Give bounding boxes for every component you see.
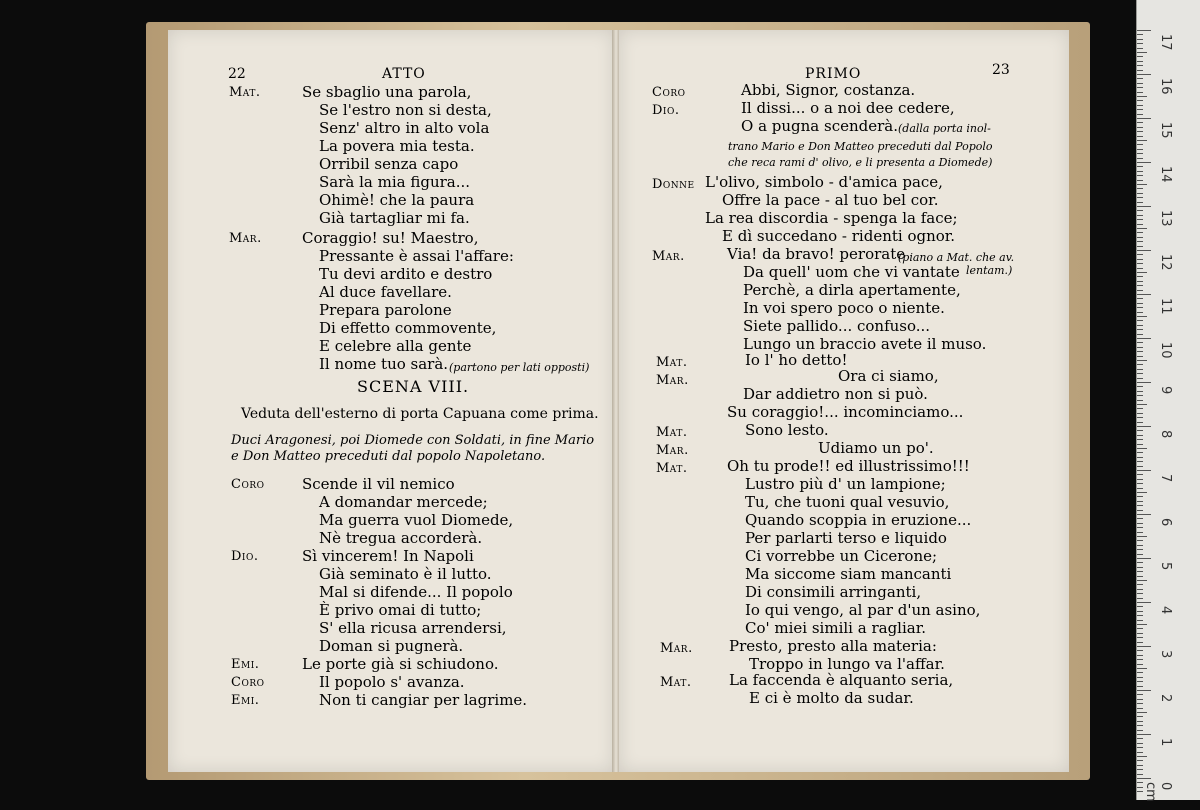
verse-line: Se l'estro non si desta, [319, 101, 492, 119]
ruler-tick [1137, 598, 1143, 599]
ruler-tick [1137, 52, 1147, 53]
ruler-tick [1137, 237, 1143, 238]
ruler-tick [1137, 483, 1143, 484]
verse-line: Il popolo s' avanza. [319, 673, 465, 691]
speaker-label: Coro [231, 675, 265, 690]
ruler-tick [1137, 558, 1151, 559]
ruler-tick [1137, 210, 1143, 211]
verse-line: E celebre alla gente [319, 337, 472, 355]
verse-line: Io qui vengo, al par d'un asino, [745, 601, 981, 619]
ruler-tick [1137, 43, 1143, 44]
ruler-tick [1137, 527, 1143, 528]
ruler-tick [1137, 562, 1143, 563]
ruler-tick [1137, 672, 1143, 673]
verse-line: Su coraggio!... incominciamo... [727, 403, 964, 421]
ruler-tick [1137, 523, 1143, 524]
ruler-tick [1137, 298, 1143, 299]
ruler-number: 5 [1158, 562, 1173, 571]
ruler-tick [1137, 435, 1143, 436]
speaker-label: Donne [652, 177, 695, 192]
ruler-tick [1137, 734, 1151, 735]
ruler-tick [1137, 518, 1143, 519]
stage-direction: lentam.) [966, 264, 1013, 277]
ruler-number: 8 [1158, 430, 1173, 439]
ruler-tick [1137, 532, 1143, 533]
ruler-tick [1137, 426, 1151, 427]
verse-line: In voi spero poco o niente. [743, 299, 945, 317]
ruler-tick [1137, 743, 1143, 744]
speaker-label: Mar. [656, 443, 689, 458]
ruler-tick [1137, 536, 1147, 537]
verse-line: Doman si pugnerà. [319, 637, 464, 655]
ruler-tick [1137, 171, 1143, 172]
speaker-label: Dio. [652, 103, 680, 118]
verse-line: Udiamo un po'. [818, 439, 934, 457]
ruler-tick [1137, 554, 1143, 555]
ruler-number: 17 [1158, 34, 1173, 51]
ruler-tick [1137, 180, 1143, 181]
speaker-label: Mat. [656, 355, 688, 370]
ruler-tick [1137, 505, 1143, 506]
ruler-tick [1137, 430, 1143, 431]
ruler-tick [1137, 193, 1143, 194]
ruler-tick [1137, 488, 1143, 489]
ruler-tick [1137, 620, 1143, 621]
ruler-tick [1137, 272, 1147, 273]
verse-line: Perchè, a dirla apertamente, [743, 281, 961, 299]
verse-line: Troppo in lungo va l'affar. [749, 655, 945, 673]
ruler-tick [1137, 342, 1143, 343]
ruler-tick [1137, 30, 1151, 31]
verse-line: Non ti cangiar per lagrime. [319, 691, 528, 709]
ruler-tick [1137, 184, 1147, 185]
ruler-tick [1137, 158, 1143, 159]
speaker-label: Mar. [229, 231, 262, 246]
speaker-label: Coro [231, 477, 265, 492]
speaker-label: Dio. [231, 549, 259, 564]
ruler-tick [1137, 386, 1143, 387]
ruler-number: 0 cm [1143, 782, 1173, 802]
ruler-tick [1137, 668, 1147, 669]
ruler-tick [1137, 633, 1143, 634]
ruler-tick [1137, 206, 1151, 207]
ruler-tick [1137, 188, 1143, 189]
ruler-tick [1137, 334, 1143, 335]
ruler-tick [1137, 166, 1143, 167]
ruler-tick [1137, 712, 1147, 713]
ruler-tick [1137, 197, 1143, 198]
ruler-tick [1137, 39, 1143, 40]
ruler-tick [1137, 347, 1143, 348]
ruler-tick [1137, 268, 1143, 269]
ruler-tick [1137, 479, 1143, 480]
verse-line: Abbi, Signor, costanza. [741, 81, 916, 99]
verse-line: E dì succedano - ridenti ognor. [722, 227, 956, 245]
verse-line: Pressante è assai l'affare: [319, 247, 514, 265]
ruler-tick [1137, 100, 1143, 101]
ruler-tick [1137, 580, 1147, 581]
ruler-tick [1137, 439, 1143, 440]
verse-line: Già tartagliar mi fa. [319, 209, 470, 227]
ruler-tick [1137, 408, 1143, 409]
ruler-tick [1137, 721, 1143, 722]
verse-line: Al duce favellare. [319, 283, 452, 301]
ruler-tick [1137, 395, 1143, 396]
stage-direction: (partono per lati opposti) [449, 361, 590, 374]
ruler-tick [1137, 140, 1147, 141]
ruler-tick [1137, 650, 1143, 651]
speaker-label: Mat. [660, 675, 692, 690]
ruler-number: 15 [1158, 122, 1173, 139]
ruler-number: 10 [1158, 342, 1173, 359]
speaker-label: Emi. [231, 657, 260, 672]
ruler-tick [1137, 703, 1143, 704]
ruler-tick [1137, 637, 1143, 638]
ruler-tick [1137, 571, 1143, 572]
ruler-number: 16 [1158, 78, 1173, 95]
ruler-tick [1137, 175, 1143, 176]
ruler-tick [1137, 461, 1143, 462]
ruler-tick [1137, 391, 1143, 392]
verse-line: Lungo un braccio avete il muso. [743, 335, 987, 353]
ruler-tick [1137, 615, 1143, 616]
ruler-tick [1137, 540, 1143, 541]
ruler-tick [1137, 422, 1143, 423]
ruler-tick [1137, 215, 1143, 216]
ruler-tick [1137, 611, 1143, 612]
verse-line: Ohimè! che la paura [319, 191, 475, 209]
stage-direction: che reca rami d' olivo, e li presenta a Diomede) [728, 156, 993, 169]
verse-line: O a pugna scenderà. [741, 117, 899, 135]
ruler-number: 7 [1158, 474, 1173, 483]
verse-line: Ci vorrebbe un Cicerone; [745, 547, 938, 565]
ruler-tick [1137, 144, 1143, 145]
ruler-tick [1137, 136, 1143, 137]
verse-line: Di effetto commovente, [319, 319, 497, 337]
ruler-tick [1137, 646, 1151, 647]
scene-description: Veduta dell'esterno di porta Capuana come prima. [241, 406, 599, 422]
ruler-tick [1137, 699, 1143, 700]
verse-line: Offre la pace - al tuo bel cor. [722, 191, 939, 209]
ruler-tick [1137, 725, 1143, 726]
speaker-label: Emi. [231, 693, 260, 708]
ruler-tick [1137, 48, 1143, 49]
ruler-number: 2 [1158, 694, 1173, 703]
verse-line: Tu, che tuoni qual vesuvio, [745, 493, 950, 511]
ruler-tick [1137, 87, 1143, 88]
ruler-tick [1137, 466, 1143, 467]
ruler-tick [1137, 452, 1143, 453]
ruler-number: 9 [1158, 386, 1173, 395]
ruler-number: 11 [1158, 298, 1173, 315]
ruler-tick [1137, 109, 1143, 110]
ruler-tick [1137, 690, 1151, 691]
verse-line: Orribil senza capo [319, 155, 459, 173]
ruler-tick [1137, 778, 1151, 779]
ruler-number: 1 [1158, 738, 1173, 747]
ruler-tick [1137, 576, 1143, 577]
ruler-tick [1137, 514, 1151, 515]
verse-line: Di consimili arringanti, [745, 583, 922, 601]
verse-line: Le porte già si schiudono. [302, 655, 499, 673]
ruler-tick [1137, 584, 1143, 585]
ruler-number: 6 [1158, 518, 1173, 527]
verse-line: Oh tu prode!! ed illustrissimo!!! [727, 457, 970, 475]
ruler-tick [1137, 254, 1143, 255]
verse-line: Il dissi... o a noi dee cedere, [741, 99, 955, 117]
ruler-tick [1137, 659, 1143, 660]
ruler-tick [1137, 400, 1143, 401]
running-header: PRIMO [805, 66, 862, 82]
verse-line: L'olivo, simbolo - d'amica pace, [705, 173, 943, 191]
ruler-tick [1137, 549, 1143, 550]
ruler-tick [1137, 263, 1143, 264]
ruler-tick [1137, 677, 1143, 678]
ruler-tick [1137, 567, 1143, 568]
ruler-tick [1137, 738, 1143, 739]
ruler-tick [1137, 74, 1151, 75]
ruler-tick [1137, 83, 1143, 84]
ruler-tick [1137, 78, 1143, 79]
ruler-tick [1137, 356, 1143, 357]
ruler-tick [1137, 351, 1143, 352]
ruler-number: 12 [1158, 254, 1173, 271]
ruler-tick [1137, 65, 1143, 66]
ruler-tick [1137, 501, 1143, 502]
ruler-tick [1137, 492, 1147, 493]
ruler-tick [1137, 730, 1143, 731]
verse-line: Tu devi ardito e destro [319, 265, 493, 283]
verse-line: Sì vincerem! In Napoli [302, 547, 474, 565]
ruler-tick [1137, 448, 1147, 449]
verse-line: Scende il vil nemico [302, 475, 455, 493]
ruler-tick [1137, 246, 1143, 247]
ruler-tick [1137, 303, 1143, 304]
verse-line: Ma guerra vuol Diomede, [319, 511, 514, 529]
measuring-ruler [1136, 0, 1200, 800]
speaker-label: Mar. [652, 249, 685, 264]
verse-line: La rea discordia - spenga la face; [705, 209, 958, 227]
ruler-tick [1137, 444, 1143, 445]
ruler-tick [1137, 105, 1143, 106]
ruler-tick [1137, 70, 1143, 71]
verse-line: Presto, presto alla materia: [729, 637, 937, 655]
verse-line: Da quell' uom che vi vantate [743, 263, 960, 281]
ruler-tick [1137, 316, 1147, 317]
ruler-tick [1137, 290, 1143, 291]
verse-line: Dar addietro non si può. [743, 385, 928, 403]
ruler-tick [1137, 118, 1151, 119]
ruler-tick [1137, 774, 1143, 775]
ruler-tick [1137, 457, 1143, 458]
ruler-tick [1137, 382, 1151, 383]
ruler-tick [1137, 232, 1143, 233]
ruler-number: 3 [1158, 650, 1173, 659]
verse-line: Ora ci siamo, [838, 367, 939, 385]
verse-line: Quando scoppia in eruzione... [745, 511, 972, 529]
ruler-number: 13 [1158, 210, 1173, 227]
ruler-tick [1137, 602, 1151, 603]
verse-line: Ma siccome siam mancanti [745, 565, 952, 583]
ruler-tick [1137, 708, 1143, 709]
stage-direction: trano Mario e Don Matteo preceduti dal Popolo [728, 140, 993, 153]
speaker-label: Mat. [656, 425, 688, 440]
ruler-tick [1137, 686, 1143, 687]
verse-line: Sono lesto. [745, 421, 829, 439]
ruler-tick [1137, 364, 1143, 365]
ruler-tick [1137, 474, 1143, 475]
verse-line: La povera mia testa. [319, 137, 475, 155]
ruler-tick [1137, 747, 1143, 748]
ruler-tick [1137, 149, 1143, 150]
ruler-tick [1137, 664, 1143, 665]
ruler-tick [1137, 470, 1151, 471]
verse-line: Se sbaglio una parola, [302, 83, 472, 101]
verse-line: Nè tregua accorderà. [319, 529, 483, 547]
ruler-tick [1137, 338, 1151, 339]
verse-line: Coraggio! su! Maestro, [302, 229, 479, 247]
verse-line: Lustro più d' un lampione; [745, 475, 946, 493]
ruler-tick [1137, 307, 1143, 308]
cast-line: Duci Aragonesi, poi Diomede con Soldati, in fine Mario [231, 433, 595, 448]
ruler-tick [1137, 765, 1143, 766]
verse-line: S' ella ricusa arrendersi, [319, 619, 507, 637]
ruler-tick [1137, 250, 1151, 251]
ruler-tick [1137, 404, 1147, 405]
ruler-number: 14 [1158, 166, 1173, 183]
ruler-tick [1137, 373, 1143, 374]
scene-title: SCENA VIII. [357, 377, 470, 396]
ruler-tick [1137, 162, 1151, 163]
verse-line: Siete pallido... confuso... [743, 317, 931, 335]
ruler-tick [1137, 320, 1143, 321]
verse-line: Prepara parolone [319, 301, 452, 319]
ruler-tick [1137, 285, 1143, 286]
ruler-tick [1137, 153, 1143, 154]
verse-line: E ci è molto da sudar. [749, 689, 914, 707]
ruler-tick [1137, 96, 1147, 97]
ruler-tick [1137, 56, 1143, 57]
ruler-tick [1137, 496, 1143, 497]
ruler-tick [1137, 369, 1143, 370]
cast-line: e Don Matteo preceduti dal popolo Napoletano. [231, 449, 546, 464]
ruler-tick [1137, 681, 1143, 682]
verse-line: La faccenda è alquanto seria, [729, 671, 954, 689]
verse-line: A domandar mercede; [319, 493, 488, 511]
ruler-tick [1137, 312, 1143, 313]
ruler-tick [1137, 228, 1147, 229]
ruler-tick [1137, 756, 1147, 757]
verse-line: Già seminato è il lutto. [319, 565, 492, 583]
ruler-tick [1137, 769, 1143, 770]
ruler-tick [1137, 752, 1143, 753]
ruler-tick [1137, 642, 1143, 643]
ruler-tick [1137, 122, 1143, 123]
ruler-tick [1137, 34, 1143, 35]
ruler-tick [1137, 92, 1143, 93]
ruler-tick [1137, 224, 1143, 225]
stage-direction: (dalla porta inol- [898, 122, 991, 135]
verse-line: È privo omai di tutto; [319, 601, 482, 619]
ruler-tick [1137, 259, 1143, 260]
ruler-tick [1137, 281, 1143, 282]
ruler-tick [1137, 760, 1143, 761]
speaker-label: Mar. [656, 373, 689, 388]
verse-line: Per parlarti terso e liquido [745, 529, 947, 547]
ruler-tick [1137, 127, 1143, 128]
ruler-tick [1137, 716, 1143, 717]
ruler-tick [1137, 694, 1143, 695]
ruler-tick [1137, 510, 1143, 511]
ruler-tick [1137, 329, 1143, 330]
verse-line: Senz' altro in alto vola [319, 119, 490, 137]
ruler-tick [1137, 545, 1143, 546]
speaker-label: Mat. [656, 461, 688, 476]
ruler-tick [1137, 294, 1151, 295]
verse-line: Co' miei simili a ragliar. [745, 619, 926, 637]
ruler-number: 4 [1158, 606, 1173, 615]
page-number: 23 [992, 62, 1010, 78]
speaker-label: Coro [652, 85, 686, 100]
ruler-tick [1137, 606, 1143, 607]
ruler-tick [1137, 202, 1143, 203]
ruler-tick [1137, 241, 1143, 242]
page-number: 22 [228, 66, 246, 82]
ruler-tick [1137, 114, 1143, 115]
verse-line: Via! da bravo! perorate [727, 245, 906, 263]
ruler-tick [1137, 61, 1143, 62]
ruler-tick [1137, 628, 1143, 629]
running-header: ATTO [382, 66, 426, 82]
ruler-tick [1137, 378, 1143, 379]
ruler-tick [1137, 413, 1143, 414]
verse-line: Io l' ho detto! [745, 351, 848, 369]
ruler-tick [1137, 325, 1143, 326]
ruler-tick [1137, 276, 1143, 277]
ruler-tick [1137, 219, 1143, 220]
verse-line: Mal si difende... Il popolo [319, 583, 513, 601]
ruler-tick [1137, 417, 1143, 418]
verse-line: Sarà la mia figura... [319, 173, 471, 191]
ruler-tick [1137, 589, 1143, 590]
speaker-label: Mat. [229, 85, 261, 100]
ruler-tick [1137, 655, 1143, 656]
stage-direction: (piano a Mat. che av. [898, 251, 1015, 264]
ruler-tick [1137, 131, 1143, 132]
speaker-label: Mar. [660, 641, 693, 656]
ruler-tick [1137, 624, 1147, 625]
ruler-tick [1137, 360, 1147, 361]
verse-line: Il nome tuo sarà. [319, 355, 449, 373]
ruler-tick [1137, 593, 1143, 594]
